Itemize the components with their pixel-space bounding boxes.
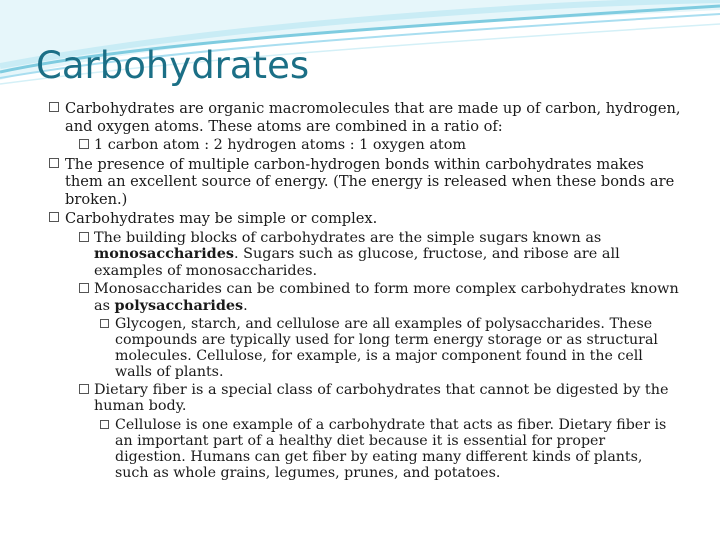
- bullet-level3: [0, 316, 720, 380]
- box-bullet-icon: [49, 102, 59, 112]
- bullet-text: [65, 156, 674, 208]
- bullet-list: [0, 100, 720, 483]
- box-bullet-icon: [79, 139, 89, 149]
- bullet-text: [94, 281, 679, 313]
- bullet-level1: [0, 100, 720, 135]
- box-bullet-icon: [100, 319, 109, 328]
- bullet-level2: [0, 230, 720, 279]
- bullet-level1: [0, 210, 720, 228]
- slide-title: Carbohydrates: [36, 44, 310, 87]
- bold-term: monosaccharides: [94, 245, 234, 263]
- text-run: The presence of multiple carbon-hydrogen bonds within carbohydrates makes them an excellent source of energy. (The energy is released when these bonds are broken.): [65, 155, 675, 208]
- text-run: Monosaccharides can be combined to form more complex carbohydrates known as: [94, 281, 679, 314]
- box-bullet-icon: [79, 384, 89, 394]
- bullet-text: [115, 316, 658, 380]
- text-run: . Sugars such as glucose, fructose, and ribose are all examples of monosaccharides.: [94, 246, 620, 279]
- bullet-text: [65, 210, 377, 227]
- bullet-level1: [0, 156, 720, 209]
- bullet-level2: [0, 137, 720, 153]
- box-bullet-icon: [79, 283, 89, 293]
- box-bullet-icon: [49, 158, 59, 168]
- bullet-text: [94, 137, 466, 153]
- bullet-level2: [0, 281, 720, 314]
- text-run: Carbohydrates are organic macromolecules that are made up of carbon, hydrogen, and oxygen atoms. These atoms are combined in a ratio of:: [65, 100, 681, 135]
- box-bullet-icon: [100, 420, 109, 429]
- bullet-text: [65, 100, 681, 135]
- text-run: Glycogen, starch, and cellulose are all examples of polysaccharides. These compounds are typically used for long term energy storage or as structural molecules. Cellulose, for example, is a major component found in the cell walls of plants.: [115, 316, 658, 380]
- text-run: Cellulose is one example of a carbohydrate that acts as fiber. Dietary fiber is an important part of a healthy diet because it is essential for proper digestion. Humans can get fiber by eating many different kinds of plants, such as whole grains, legumes, prunes, and potatoes.: [115, 416, 667, 481]
- text-run: Dietary fiber is a special class of carbohydrates that cannot be digested by the human body.: [94, 382, 669, 415]
- bullet-level3: [0, 417, 720, 481]
- box-bullet-icon: [79, 232, 89, 242]
- bullet-level2: [0, 382, 720, 415]
- bullet-text: [94, 230, 620, 279]
- box-bullet-icon: [49, 212, 59, 222]
- text-run: The building blocks of carbohydrates are the simple sugars known as: [94, 229, 602, 246]
- text-run: Carbohydrates may be simple or complex.: [65, 210, 378, 228]
- bullet-text: [94, 382, 669, 414]
- text-run: 1 carbon atom : 2 hydrogen atoms : 1 oxygen atom: [94, 137, 467, 154]
- text-run: .: [243, 297, 248, 314]
- bold-term: polysaccharides: [114, 296, 244, 314]
- bullet-text: [115, 417, 666, 481]
